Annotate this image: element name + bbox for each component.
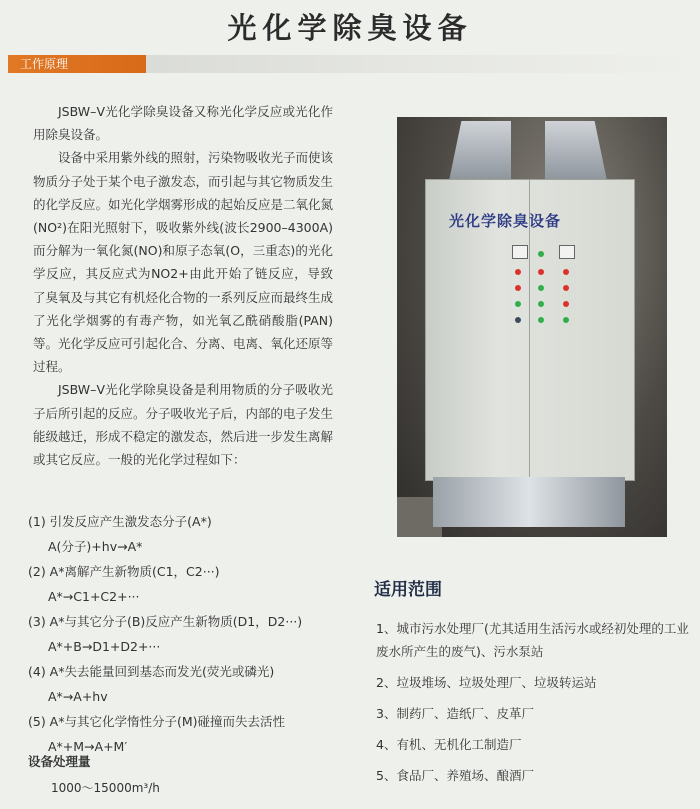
capacity-label: 设备处理量 <box>28 754 91 769</box>
meter-right <box>559 245 575 259</box>
indicator-lamp-red <box>563 301 569 307</box>
application-item: 3、制药厂、造纸厂、皮革厂 <box>376 706 534 721</box>
application-item: 1、城市污水处理厂(尤其适用生活污水或经初处理的工业废水所产生的废气)、污水泵站 <box>376 621 689 659</box>
process-equation: A*+B→D1+D2+··· <box>48 639 161 654</box>
process-step: (2) A*离解产生新物质(C1，C2···) <box>28 564 220 579</box>
meter-left <box>512 245 528 259</box>
indicator-lamp-dark <box>515 317 521 323</box>
application-item: 5、食品厂、养殖场、酿酒厂 <box>376 768 534 783</box>
process-step: (3) A*与其它分子(B)反应产生新物质(D1，D2···) <box>28 614 303 629</box>
indicator-lamp-green <box>538 251 544 257</box>
cabinet-base <box>433 477 625 527</box>
process-equation: A*+M→A+M′ <box>48 739 128 754</box>
process-step: (4) A*失去能量回到基态而发光(荧光或磷光) <box>28 664 275 679</box>
paragraph-process: JSBW–Ⅴ光化学除臭设备是利用物质的分子吸收光子后所引起的反应。分子吸收光子后，内部的电子发生能级越迁，形成不稳定的激发态，然后进一步发生离解或其它反应。一般的光化学过程如下： <box>33 382 334 468</box>
process-equation: A(分子)+hv→A* <box>48 539 143 554</box>
process-list <box>28 510 348 760</box>
indicator-lamp-red <box>515 269 521 275</box>
indicator-lamp-red <box>515 285 521 291</box>
process-equation: A*→A+hv <box>48 689 108 704</box>
paragraph-intro: JSBW–Ⅴ光化学除臭设备又称光化学反应或光化作用除臭设备。 <box>33 104 333 143</box>
process-equation: A*→C1+C2+··· <box>48 589 140 604</box>
indicator-lamp-red <box>538 269 544 275</box>
process-step: (1) 引发反应产生激发态分子(A*) <box>28 514 212 529</box>
page-title: 光化学除臭设备 <box>227 11 473 45</box>
indicator-lamp-green <box>538 317 544 323</box>
principle-text <box>33 100 333 471</box>
capacity-value: 1000～15000m³/h <box>51 781 160 795</box>
equipment-photo <box>397 117 667 537</box>
application-list <box>376 617 694 795</box>
section-label: 工作原理 <box>8 55 146 73</box>
application-item: 2、垃圾堆场、垃圾处理厂、垃圾转运站 <box>376 675 597 690</box>
paragraph-mechanism: 设备中采用紫外线的照射，污染物吸收光子而使该物质分子处于某个电子激发态，而引起与其它物质发生的化学反应。如光化学烟雾形成的起始反应是二氧化氮(NO²)在阳光照射下，吸收紫外线(波长2900–4300A)而分解为一氧化氮(NO)和原子态氧(O，三重态)的光化学反应，其反应式为NO2+由此开始了链反应，导致了臭氧及与其它有机烃化合物的一系列反应而最终生成了光化学烟雾的有毒产物，如光氧乙酰硝酸脂(PAN)等。光化学反应可引起化合、分离、电离、氧化还原等过程。 <box>33 150 334 375</box>
indicator-lamp-green <box>563 317 569 323</box>
indicator-lamp-green <box>538 285 544 291</box>
indicator-lamp-red <box>563 285 569 291</box>
process-step: (5) A*与其它化学惰性分子(M)碰撞而失去活性 <box>28 714 286 729</box>
cabinet-label: 光化学除臭设备 <box>449 212 562 230</box>
indicator-lamp-green <box>538 301 544 307</box>
indicator-lamp-red <box>563 269 569 275</box>
indicator-lamp-green <box>515 301 521 307</box>
application-title: 适用范围 <box>374 580 442 600</box>
application-item: 4、有机、无机化工制造厂 <box>376 737 522 752</box>
